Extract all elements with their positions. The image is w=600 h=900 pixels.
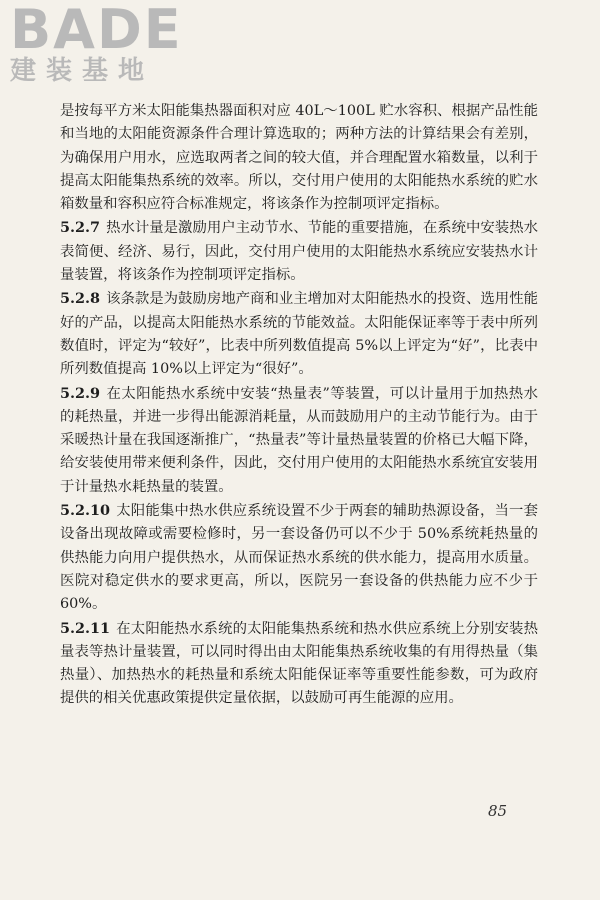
paragraph-text: 是按每平方米太阳能集热器面积对应 40L～100L 贮水容积、根据产品性能和当地的太阳能资源条件合理计算选取的；两种方法的计算结果会有差别，为确保用户用水，应选取两者之间的较大值，并合理配置水箱数量，以利于提高太阳能集热系统的效率。所以，交付用户使用的太阳能热水系统的贮水箱数量和容积应符合标准规定，将该条作为控制项评定指标。	[60, 103, 538, 213]
clause-5-2-11	[60, 617, 538, 711]
clause-number: 5.2.11	[60, 619, 111, 637]
paragraph-text: 热水计量是激励用户主动节水、节能的重要措施，在系统中安装热水表简便、经济、易行，因此，交付用户使用的太阳能热水系统应安装热水计量装置，将该条作为控制项评定指标。	[60, 220, 538, 284]
paragraph-text: 该条款是为鼓励房地产商和业主增加对太阳能热水的投资、选用性能好的产品，以提高太阳能热水系统的节能效益。太阳能保证率等于表中所列数值时，评定为“较好”，比表中所列数值提高 5%以上评定为“好”，比表中所列数值提高 10%以上评定为“很好”。	[60, 291, 538, 378]
clause-number: 5.2.7	[60, 219, 101, 237]
clause-number: 5.2.10	[60, 502, 111, 520]
clause-5-2-8	[60, 287, 538, 381]
paragraph-text: 在太阳能热水系统的太阳能集热系统和热水供应系统上分别安装热量表等热计量装置，可以同时得出由太阳能集热系统收集的有用得热量（集热量）、加热热水的耗热量和系统太阳能保证率等重要性能参数，可为政府提供的相关优惠政策提供定量依据，以鼓励可再生能源的应用。	[60, 620, 538, 707]
bade-logo	[10, 0, 183, 94]
paragraph-text: 在太阳能热水系统中安装“热量表”等装置，可以计量用于加热热水的耗热量，并进一步得出能源消耗量，从而鼓励用户的主动节能行为。由于采暖热计量在我国逐渐推广，“热量表”等计量热量装置的价格已大幅下降，给安装使用带来便利条件，因此，交付用户使用的太阳能热水系统宜安装用于计量热水耗热量的装置。	[60, 385, 538, 495]
paragraph-continuation	[60, 100, 538, 216]
clause-5-2-7	[60, 216, 538, 287]
clause-number: 5.2.9	[60, 384, 101, 402]
paragraph-text: 太阳能集中热水供应系统设置不少于两套的辅助热源设备，当一套设备出现故障或需要检修时，另一套设备仍可以不少于 50%系统耗热量的供热能力向用户提供热水，从而保证热水系统的供水能力，提高用水质量。医院对稳定供水的要求更高，所以，医院另一套设备的供热能力应不少于 60%。	[60, 503, 538, 613]
document-body	[60, 100, 538, 711]
logo-subtitle: 建装基地	[10, 56, 155, 86]
clause-number: 5.2.8	[60, 290, 101, 308]
clause-5-2-10	[60, 499, 538, 616]
page-number: 85	[488, 802, 508, 820]
logo-brand: BADE	[10, 0, 183, 61]
clause-5-2-9	[60, 382, 538, 499]
